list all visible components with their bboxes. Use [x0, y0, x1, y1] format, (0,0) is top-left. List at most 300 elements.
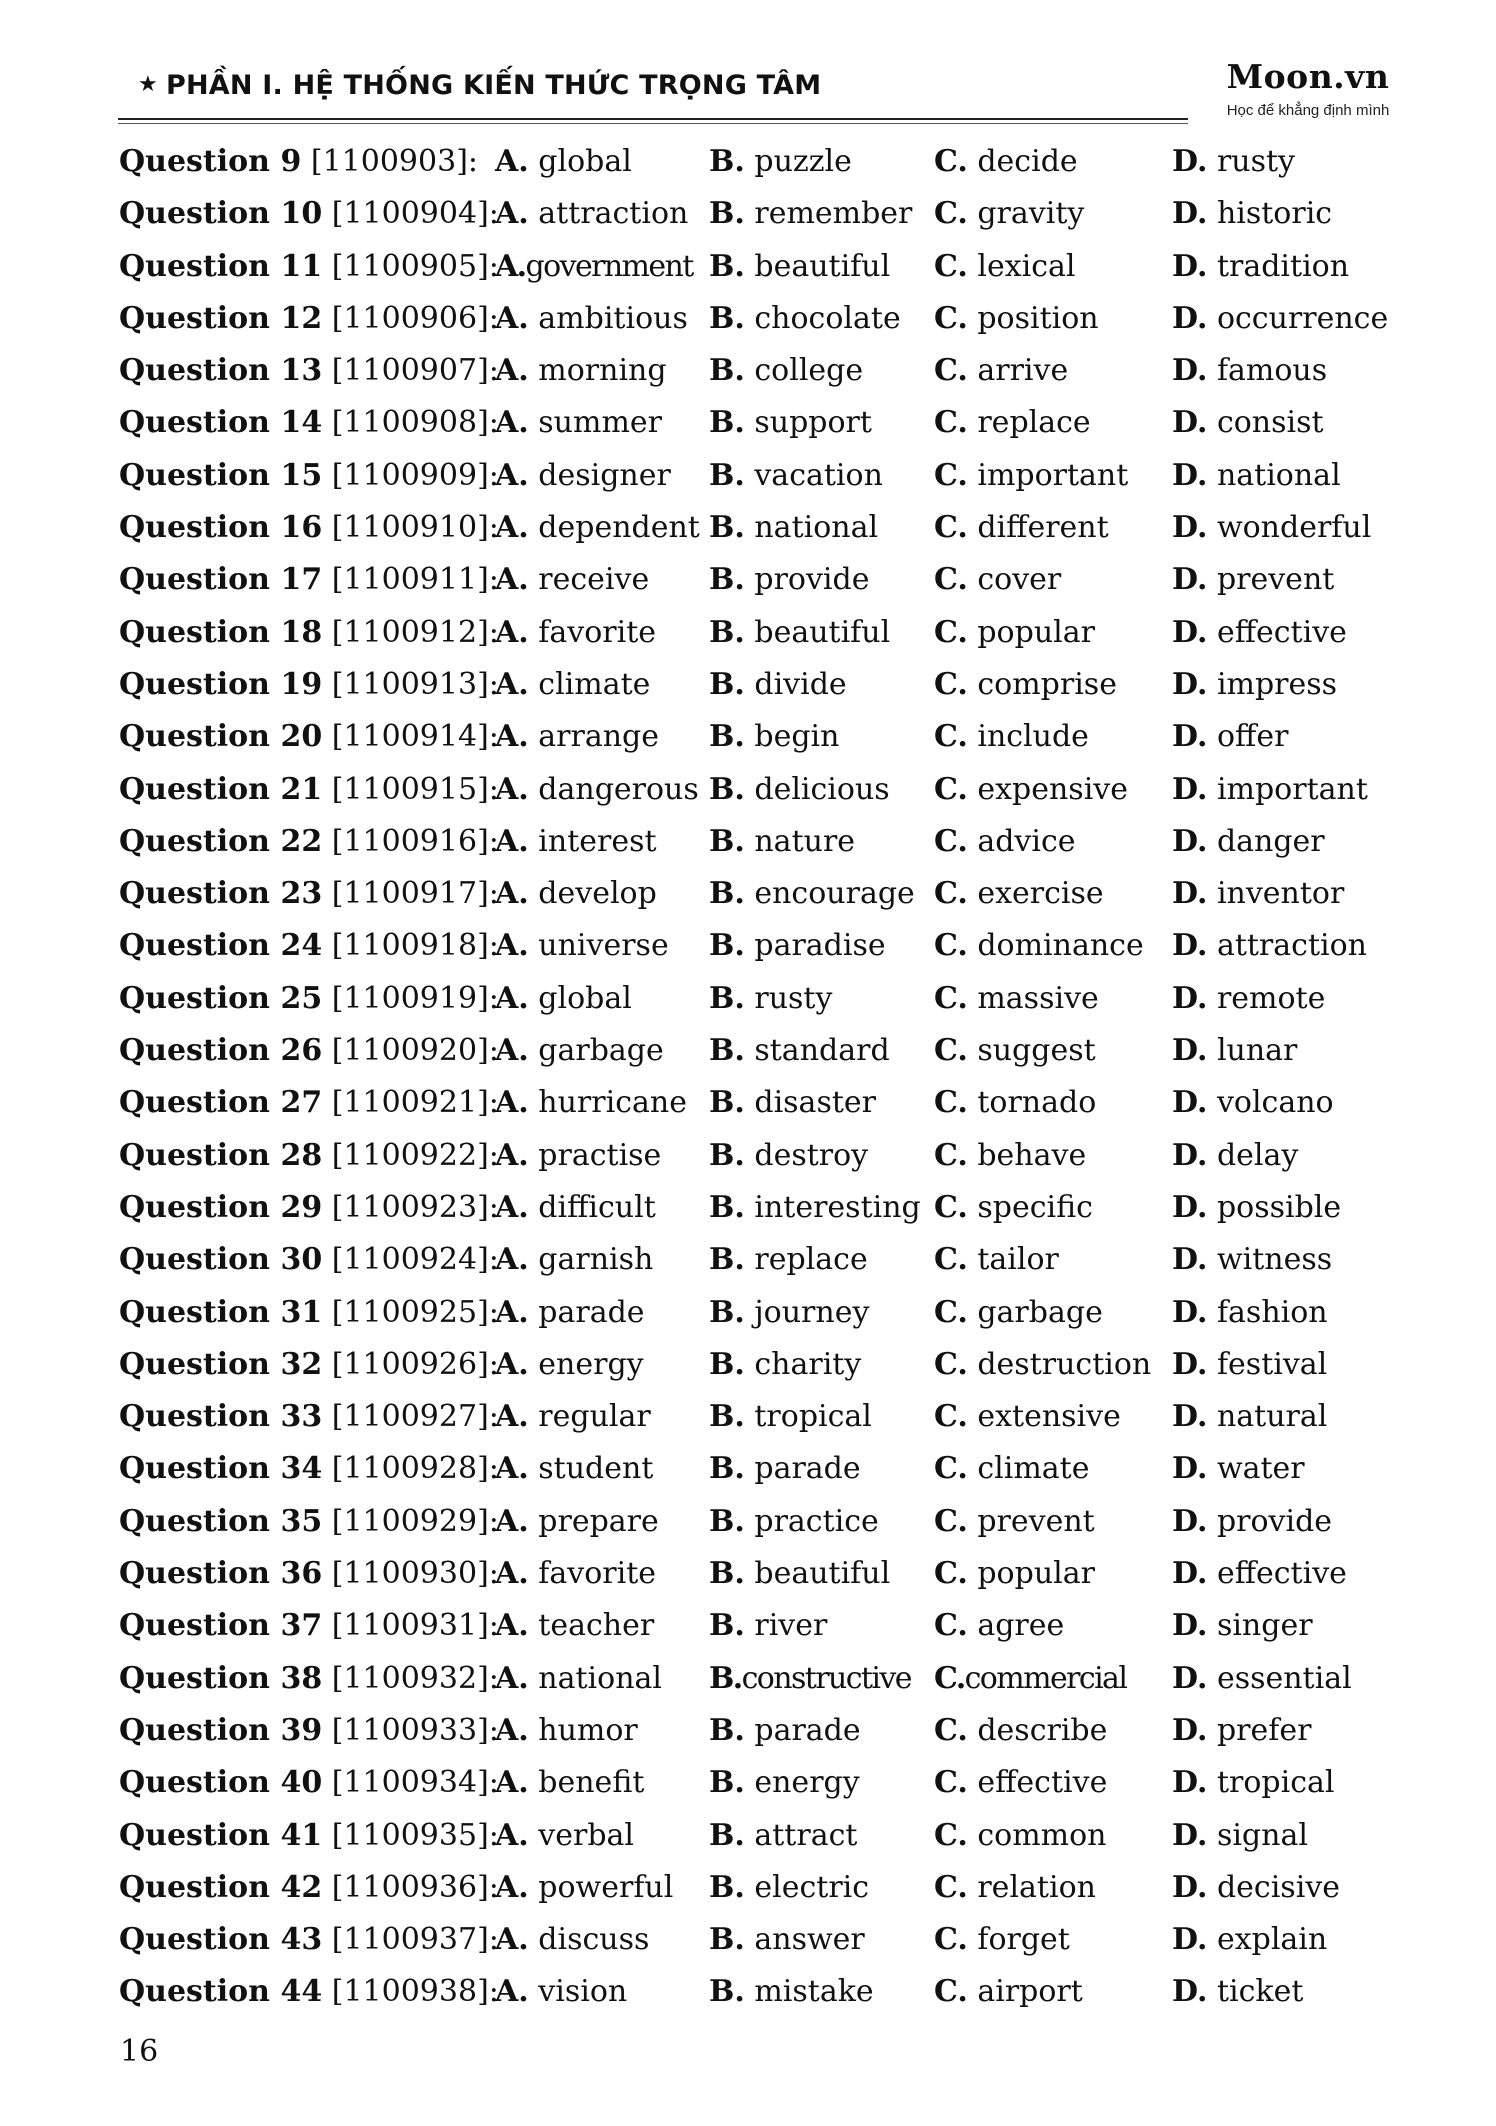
question-label — [119, 397, 499, 449]
option-word: tropical — [754, 1399, 872, 1435]
option-letter: B. — [709, 144, 745, 179]
option-word: national — [1216, 457, 1341, 493]
option-letter: D. — [1172, 1033, 1208, 1069]
question-row — [119, 1025, 1419, 1077]
question-code: [1100910]: — [331, 510, 499, 546]
option-letter: B. — [709, 457, 745, 493]
question-row — [119, 241, 1419, 293]
option-letter: B. — [709, 980, 745, 1016]
option-letter: D. — [1172, 1242, 1208, 1278]
question-row — [119, 397, 1419, 449]
question-label — [119, 136, 478, 188]
option-b — [709, 973, 832, 1025]
option-letter: C. — [934, 1660, 965, 1696]
question-row — [119, 1705, 1419, 1757]
question-row — [119, 1130, 1419, 1182]
option-a — [495, 1130, 661, 1182]
option-b — [709, 920, 886, 972]
option-letter: C. — [934, 457, 968, 493]
option-c — [934, 607, 1095, 659]
option-letter: C. — [934, 1869, 968, 1905]
option-letter: C. — [934, 771, 968, 807]
question-row — [119, 1391, 1419, 1443]
option-b — [709, 1391, 872, 1443]
option-c — [934, 1025, 1096, 1077]
option-letter: B. — [709, 1346, 745, 1382]
option-letter: C. — [934, 1922, 968, 1958]
question-label — [119, 1339, 499, 1391]
question-label — [119, 450, 499, 502]
option-letter: A. — [495, 1346, 529, 1382]
option-word: natural — [1216, 1399, 1328, 1435]
option-word: popular — [977, 1556, 1095, 1592]
option-letter: A. — [495, 980, 529, 1016]
question-code: [1100924]: — [331, 1242, 499, 1278]
question-number: Question 16 — [119, 510, 323, 546]
option-d — [1172, 764, 1368, 816]
option-c — [934, 1914, 1070, 1966]
option-word: morning — [538, 353, 667, 389]
option-word: relation — [977, 1869, 1096, 1905]
question-code: [1100912]: — [331, 614, 499, 650]
option-c — [934, 1496, 1095, 1548]
option-letter: C. — [934, 353, 968, 389]
option-a — [495, 868, 657, 920]
option-letter: C. — [934, 248, 968, 284]
option-letter: B. — [709, 1765, 745, 1801]
option-letter: D. — [1172, 666, 1208, 702]
option-letter: D. — [1172, 1346, 1208, 1382]
question-number: Question 35 — [119, 1503, 323, 1539]
option-word: favorite — [538, 614, 657, 650]
question-number: Question 32 — [119, 1346, 323, 1382]
option-letter: B. — [709, 1712, 745, 1748]
option-word: inventor — [1216, 876, 1345, 912]
option-word: global — [538, 980, 632, 1016]
option-letter: D. — [1172, 1712, 1208, 1748]
option-letter: C. — [934, 1817, 968, 1853]
option-letter: C. — [934, 719, 968, 755]
option-word: national — [754, 510, 879, 546]
option-letter: D. — [1172, 300, 1208, 336]
option-letter: C. — [934, 614, 968, 650]
option-word: parade — [754, 1712, 861, 1748]
question-row — [119, 816, 1419, 868]
option-word: disaster — [754, 1085, 876, 1121]
option-d — [1172, 1600, 1313, 1652]
option-a — [495, 1443, 653, 1495]
option-word: lunar — [1216, 1033, 1298, 1069]
option-b — [709, 293, 901, 345]
question-code: [1100904]: — [331, 196, 499, 232]
question-row — [119, 764, 1419, 816]
option-c — [934, 397, 1091, 449]
question-code: [1100938]: — [331, 1974, 499, 2010]
option-word: rusty — [1216, 144, 1295, 179]
question-code: [1100909]: — [331, 457, 499, 493]
option-word: airport — [977, 1974, 1083, 2010]
option-a — [495, 188, 688, 240]
option-word: replace — [754, 1242, 868, 1278]
option-word: vision — [538, 1974, 628, 2010]
option-word: witness — [1216, 1242, 1333, 1278]
question-row — [119, 502, 1419, 554]
option-letter: B. — [709, 1608, 745, 1644]
question-number: Question 22 — [119, 823, 323, 859]
option-word: describe — [977, 1712, 1108, 1748]
option-letter: B. — [709, 666, 745, 702]
question-number: Question 10 — [119, 196, 323, 232]
option-a — [495, 1653, 662, 1705]
option-letter: D. — [1172, 1451, 1208, 1487]
question-row — [119, 1914, 1419, 1966]
question-label — [119, 1862, 499, 1914]
option-letter: D. — [1172, 1294, 1208, 1330]
option-d — [1172, 397, 1324, 449]
option-letter: D. — [1172, 1974, 1208, 2010]
option-letter: A. — [495, 928, 529, 964]
question-number: Question 25 — [119, 980, 323, 1016]
option-d — [1172, 1966, 1303, 2018]
option-word: essential — [1216, 1660, 1352, 1696]
question-label — [119, 868, 499, 920]
option-word: replace — [977, 405, 1091, 441]
question-number: Question 31 — [119, 1294, 323, 1330]
option-letter: C. — [934, 666, 968, 702]
option-letter: B. — [709, 1033, 745, 1069]
option-word: ambitious — [538, 300, 688, 336]
option-a — [495, 241, 693, 293]
option-c — [934, 764, 1128, 816]
option-letter: A. — [495, 1608, 529, 1644]
option-word: important — [1216, 771, 1368, 807]
option-letter: A. — [495, 248, 526, 284]
option-b — [709, 868, 915, 920]
option-letter: C. — [934, 510, 968, 546]
option-word: interesting — [754, 1189, 921, 1225]
option-word: suggest — [977, 1033, 1096, 1069]
question-code: [1100906]: — [331, 300, 499, 336]
option-c — [934, 920, 1144, 972]
question-row — [119, 973, 1419, 1025]
option-d — [1172, 973, 1325, 1025]
question-label — [119, 764, 499, 816]
option-b — [709, 1757, 860, 1809]
option-letter: A. — [495, 719, 529, 755]
option-b — [709, 659, 847, 711]
option-word: tornado — [977, 1085, 1097, 1121]
question-label — [119, 554, 499, 606]
option-word: mistake — [754, 1974, 874, 2010]
option-b — [709, 1339, 861, 1391]
option-letter: D. — [1172, 510, 1208, 546]
question-code: [1100916]: — [331, 823, 499, 859]
option-word: wonderful — [1216, 510, 1372, 546]
option-letter: A. — [495, 1242, 529, 1278]
option-letter: B. — [709, 1556, 745, 1592]
option-letter: A. — [495, 405, 529, 441]
question-code: [1100926]: — [331, 1346, 499, 1382]
option-letter: B. — [709, 510, 745, 546]
question-number: Question 28 — [119, 1137, 323, 1173]
option-word: difficult — [538, 1189, 656, 1225]
question-number: Question 24 — [119, 928, 323, 964]
option-letter: D. — [1172, 823, 1208, 859]
option-word: volcano — [1216, 1085, 1334, 1121]
option-d — [1172, 659, 1337, 711]
question-row — [119, 1182, 1419, 1234]
question-row — [119, 1653, 1419, 1705]
option-b — [709, 1234, 868, 1286]
option-word: favorite — [538, 1556, 657, 1592]
question-row — [119, 345, 1419, 397]
question-label — [119, 607, 499, 659]
option-word: danger — [1216, 823, 1325, 859]
option-word: garbage — [538, 1033, 664, 1069]
question-row — [119, 1600, 1419, 1652]
option-letter: D. — [1172, 771, 1208, 807]
option-word: massive — [977, 980, 1099, 1016]
option-letter: A. — [495, 1399, 529, 1435]
question-number: Question 17 — [119, 562, 323, 598]
question-row — [119, 450, 1419, 502]
option-word: expensive — [977, 771, 1128, 807]
option-d — [1172, 1810, 1308, 1862]
option-word: remember — [754, 196, 913, 232]
option-letter: B. — [709, 248, 745, 284]
option-d — [1172, 554, 1334, 606]
question-row — [119, 554, 1419, 606]
question-label — [119, 816, 499, 868]
option-b — [709, 1653, 911, 1705]
question-label — [119, 1130, 499, 1182]
option-c — [934, 1234, 1059, 1286]
option-c — [934, 1077, 1096, 1129]
question-label — [119, 1914, 499, 1966]
option-letter: A. — [495, 1660, 529, 1696]
option-c — [934, 554, 1061, 606]
option-letter: C. — [934, 928, 968, 964]
option-word: verbal — [538, 1817, 635, 1853]
header-rule-thin — [118, 123, 1188, 124]
option-c — [934, 1600, 1064, 1652]
option-letter: D. — [1172, 1503, 1208, 1539]
option-word: advice — [977, 823, 1076, 859]
option-letter: B. — [709, 1189, 745, 1225]
option-d — [1172, 1548, 1347, 1600]
option-d — [1172, 136, 1295, 188]
option-c — [934, 1287, 1103, 1339]
option-word: delicious — [754, 771, 890, 807]
option-word: beautiful — [754, 1556, 891, 1592]
option-letter: A. — [495, 144, 529, 179]
option-letter: C. — [934, 980, 968, 1016]
option-a — [495, 450, 671, 502]
option-b — [709, 607, 890, 659]
option-word: vacation — [754, 457, 883, 493]
page-header — [118, 58, 1388, 128]
option-letter: A. — [495, 1137, 529, 1173]
option-letter: B. — [709, 1399, 745, 1435]
option-letter: D. — [1172, 1660, 1208, 1696]
option-word: designer — [538, 457, 671, 493]
option-a — [495, 816, 657, 868]
option-a — [495, 607, 656, 659]
option-a — [495, 764, 699, 816]
question-row — [119, 659, 1419, 711]
question-number: Question 40 — [119, 1765, 323, 1801]
option-d — [1172, 293, 1388, 345]
option-word: college — [754, 353, 864, 389]
option-letter: A. — [495, 771, 529, 807]
question-label — [119, 659, 499, 711]
option-letter: D. — [1172, 1189, 1208, 1225]
option-letter: B. — [709, 405, 745, 441]
question-row — [119, 920, 1419, 972]
question-label — [119, 188, 499, 240]
option-b — [709, 1966, 874, 2018]
option-letter: B. — [709, 823, 745, 859]
option-b — [709, 1496, 879, 1548]
option-letter: D. — [1172, 405, 1208, 441]
option-letter: B. — [709, 300, 745, 336]
question-code: [1100923]: — [331, 1189, 499, 1225]
question-number: Question 14 — [119, 405, 323, 441]
option-word: festival — [1216, 1346, 1328, 1382]
option-letter: C. — [934, 1556, 968, 1592]
option-letter: B. — [709, 353, 745, 389]
question-code: [1100934]: — [331, 1765, 499, 1801]
option-a — [495, 1862, 673, 1914]
option-word: destruction — [977, 1346, 1152, 1382]
option-word: journey — [754, 1294, 870, 1330]
option-word: arrange — [538, 719, 660, 755]
question-code: [1100908]: — [331, 405, 499, 441]
option-word: tailor — [977, 1242, 1059, 1278]
option-word: agree — [977, 1608, 1065, 1644]
option-c — [934, 1810, 1106, 1862]
option-letter: D. — [1172, 1085, 1208, 1121]
option-word: teacher — [538, 1608, 655, 1644]
question-row — [119, 136, 1419, 188]
option-c — [934, 136, 1078, 188]
option-letter: C. — [934, 196, 968, 232]
option-word: prevent — [977, 1503, 1095, 1539]
option-word: attract — [754, 1817, 858, 1853]
option-letter: D. — [1172, 1817, 1208, 1853]
option-a — [495, 554, 649, 606]
question-number: Question 27 — [119, 1085, 323, 1121]
option-b — [709, 188, 912, 240]
option-d — [1172, 1182, 1341, 1234]
option-d — [1172, 241, 1349, 293]
question-code: [1100932]: — [331, 1660, 499, 1696]
option-letter: C. — [934, 1294, 968, 1330]
option-word: student — [538, 1451, 654, 1487]
option-letter: A. — [495, 1451, 529, 1487]
option-letter: B. — [709, 771, 745, 807]
question-code: [1100929]: — [331, 1503, 499, 1539]
option-word: develop — [538, 876, 657, 912]
option-c — [934, 293, 1099, 345]
question-label — [119, 1287, 499, 1339]
option-word: summer — [538, 405, 662, 441]
option-word: rusty — [754, 980, 833, 1016]
question-code: [1100925]: — [331, 1294, 499, 1330]
header-rule — [118, 118, 1188, 120]
question-code: [1100918]: — [331, 928, 499, 964]
question-row — [119, 1810, 1419, 1862]
option-c — [934, 1443, 1089, 1495]
option-word: prefer — [1216, 1712, 1312, 1748]
option-b — [709, 1077, 876, 1129]
question-code: [1100921]: — [331, 1085, 499, 1121]
option-d — [1172, 1496, 1332, 1548]
option-letter: D. — [1172, 562, 1208, 598]
option-word: global — [538, 144, 632, 179]
option-letter: D. — [1172, 1869, 1208, 1905]
option-word: benefit — [538, 1765, 645, 1801]
question-code: [1100911]: — [331, 562, 499, 598]
option-b — [709, 397, 872, 449]
option-letter: A. — [495, 1974, 529, 2010]
option-c — [934, 1182, 1093, 1234]
option-d — [1172, 345, 1327, 397]
option-letter: D. — [1172, 719, 1208, 755]
option-letter: C. — [934, 1974, 968, 2010]
option-letter: D. — [1172, 1137, 1208, 1173]
option-word: universe — [538, 928, 669, 964]
option-a — [495, 1025, 664, 1077]
option-word: interest — [538, 823, 657, 859]
option-letter: B. — [709, 1660, 742, 1696]
option-word: water — [1216, 1451, 1305, 1487]
option-c — [934, 973, 1099, 1025]
question-row — [119, 1757, 1419, 1809]
option-letter: B. — [709, 1503, 745, 1539]
question-code: [1100920]: — [331, 1033, 499, 1069]
question-label — [119, 1391, 499, 1443]
option-letter: D. — [1172, 980, 1208, 1016]
option-word: delay — [1216, 1137, 1299, 1173]
option-letter: C. — [934, 405, 968, 441]
option-letter: D. — [1172, 928, 1208, 964]
option-letter: C. — [934, 1451, 968, 1487]
option-letter: A. — [495, 614, 529, 650]
option-word: explain — [1216, 1922, 1328, 1958]
question-number: Question 19 — [119, 666, 323, 702]
section-title: PHẦN I. HỆ THỐNG KIẾN THỨC TRỌNG TÂM — [166, 70, 822, 101]
question-code: [1100915]: — [331, 771, 499, 807]
option-a — [495, 1548, 656, 1600]
option-a — [495, 502, 700, 554]
option-c — [934, 868, 1104, 920]
question-code: [1100928]: — [331, 1451, 499, 1487]
option-word: constructive — [741, 1660, 911, 1696]
brand-logo — [1213, 58, 1403, 119]
question-code: [1100903]: — [310, 144, 478, 179]
option-word: specific — [977, 1189, 1093, 1225]
option-a — [495, 973, 632, 1025]
option-c — [934, 711, 1089, 763]
option-letter: C. — [934, 144, 968, 179]
option-d — [1172, 1705, 1311, 1757]
question-number: Question 36 — [119, 1556, 323, 1592]
question-number: Question 12 — [119, 300, 323, 336]
option-d — [1172, 1287, 1328, 1339]
option-word: garbage — [977, 1294, 1103, 1330]
option-c — [934, 345, 1068, 397]
